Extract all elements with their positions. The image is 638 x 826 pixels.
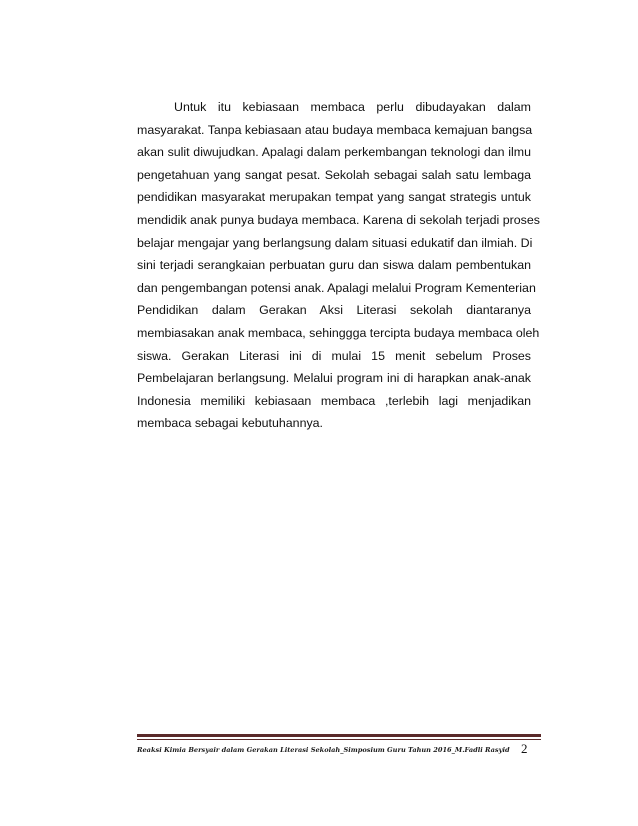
paragraph-line-2: masyarakat. Tanpa kebiasaan atau budaya membaca kemajuan bangsa <box>137 122 533 137</box>
paragraph-line-7: belajar mengajar yang berlangsung dalam situasi edukatif dan ilmiah. Di <box>137 235 533 250</box>
paragraph-line-15: membaca sebagai kebutuhannya. <box>137 416 323 431</box>
paragraph-line-11: membiasakan anak membaca, sehinggga tercipta budaya membaca oleh <box>137 325 540 340</box>
paragraph-line-1: Untuk itu kebiasaan membaca perlu dibudayakan dalam <box>174 100 531 114</box>
paragraph-line-4: pengetahuan yang sangat pesat. Sekolah sebagai salah satu lembaga <box>137 167 531 182</box>
paragraph-line-9: dan pengembangan potensi anak. Apalagi melalui Program Kementerian <box>137 280 536 295</box>
paragraph-line-13: Pembelajaran berlangsung. Melalui program ini di harapkan anak-anak <box>137 371 531 386</box>
paragraph-line-14: Indonesia memiliki kebiasaan membaca ,terlebih lagi menjadikan <box>137 393 531 408</box>
paragraph-line-12: siswa. Gerakan Literasi ini di mulai 15 menit sebelum Proses <box>137 348 531 363</box>
footer-rule-thick <box>137 734 541 737</box>
page-number: 2 <box>521 741 528 756</box>
footer-running-title: Reaksi Kimia Bersyair dalam Gerakan Literasi Sekolah_Simposium Guru Tahun 2016_M.Fadli Rasyid <box>137 746 510 754</box>
paragraph-line-10: Pendidikan dalam Gerakan Aksi Literasi sekolah diantaranya <box>137 303 531 318</box>
paragraph-line-5: pendidikan masyarakat merupakan tempat yang sangat strategis untuk <box>137 190 531 205</box>
body-paragraph <box>137 96 540 435</box>
paragraph-line-8: sini terjadi serangkaian perbuatan guru dan siswa dalam pembentukan <box>137 258 531 273</box>
footer-rule-thin <box>137 739 541 740</box>
paragraph-line-6: mendidik anak punya budaya membaca. Karena di sekolah terjadi proses <box>137 212 540 227</box>
paragraph-line-3: akan sulit diwujudkan. Apalagi dalam perkembangan teknologi dan ilmu <box>137 145 531 160</box>
